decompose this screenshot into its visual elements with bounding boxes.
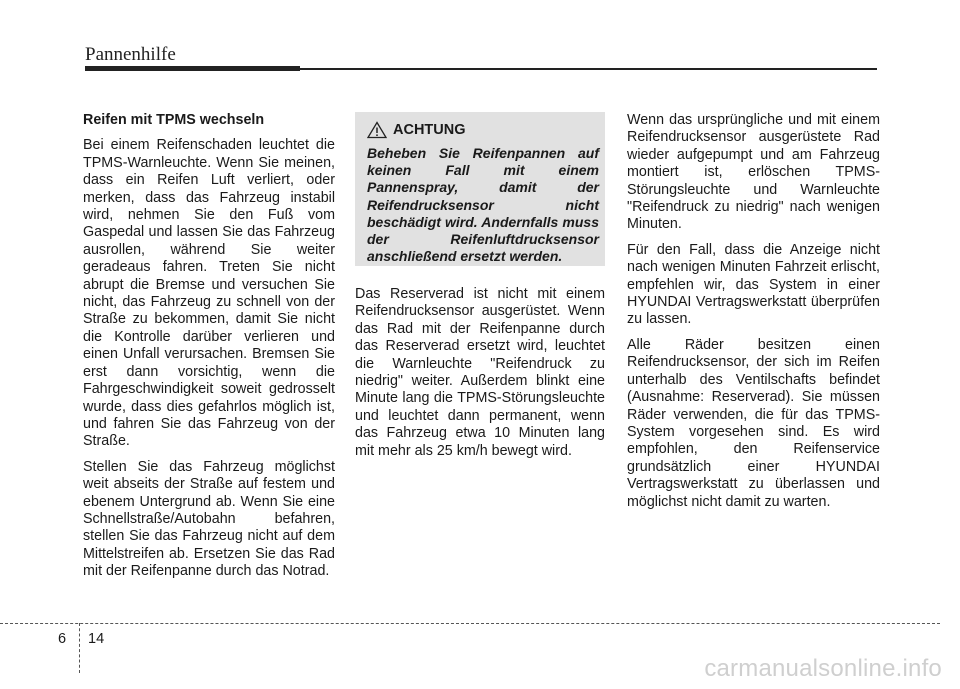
column-right <box>627 112 880 519</box>
page-number-divider <box>79 623 80 673</box>
paragraph: Für den Fall, dass die Anzeige nicht nach wenigen Minuten Fahrzeit erlischt, empfehlen wir, das System in einer HYUNDAI Vertragswerkstatt überprüfen zu lassen. <box>627 241 880 328</box>
section-heading: Reifen mit TPMS wechseln <box>83 112 265 128</box>
warning-triangle-icon <box>367 121 387 139</box>
chapter-number: 6 <box>58 631 67 647</box>
caution-header <box>367 121 599 139</box>
column-left <box>83 112 335 589</box>
paragraph: Stellen Sie das Fahrzeug möglichst weit abseits der Straße auf festem und ebenem Untergrund ab. Wenn Sie eine Schnellstraße/Autobahn befahren, stellen Sie das Fahrzeug nicht auf dem Mittelstreifen ab. Ersetzen Sie das Rad mit der Reifenpanne durch das Notrad. <box>83 458 335 580</box>
page-number: 14 <box>88 631 105 647</box>
paragraph: Alle Räder besitzen einen Reifendrucksensor, der sich im Reifen unterhalb des Ventilschafts befindet (Ausnahme: Reserverad). Sie müssen Räder verwenden, die für das TPMS-System vorgesehen sind. Es wird empfohlen, den Reifenservice grundsätzlich einer HYUNDAI Vertragswerkstatt zu überlassen und möglichst nicht damit zu warten. <box>627 336 880 510</box>
column-middle <box>355 286 605 468</box>
header-rule-thin <box>300 68 877 70</box>
caution-title: ACHTUNG <box>393 122 466 138</box>
paragraph: Bei einem Reifenschaden leuchtet die TPMS-Warnleuchte. Wenn Sie meinen, dass ein Reifen Luft verliert, oder merken, dass das Fahrzeug instabil wird, nehmen Sie den Fuß vom Gaspedal und lassen Sie das Fahrzeug ausrollen, während Sie weiter geradeaus fahren. Treten Sie nicht abrupt die Bremse und versuchen Sie nicht, das Fahrzeug zu schnell von der Straße zu bekommen, damit Sie nicht die Kontrolle darüber verlieren und einen Unfall verursachen. Bremsen Sie erst dann vorsichtig, wenn die Fahrgeschwindigkeit soweit gedrosselt wurde, dass dies gefahrlos möglich ist, und fahren Sie das Fahrzeug von der Straße. <box>83 137 335 450</box>
watermark: carmanualsonline.info <box>704 655 942 682</box>
paragraph: Wenn das ursprüngliche und mit einem Reifendrucksensor ausgerüstete Rad wieder aufgepumpt und am Fahrzeug montiert ist, erlöschen TPMS-Störungsleuchte und Warnleuchte "Reifendruck zu niedrig" nach wenigen Minuten. <box>627 112 880 233</box>
header-rule-thick <box>85 66 300 71</box>
caution-text: Beheben Sie Reifenpannen auf keinen Fall mit einem Pannenspray, damit der Reifendrucksensor nicht beschädigt wird. Andernfalls muss der Reifenluftdrucksensor anschließend ersetzt werden. <box>367 145 599 265</box>
page-header-title: Pannenhilfe <box>85 44 176 65</box>
footer-divider <box>0 623 940 624</box>
caution-box <box>355 112 605 266</box>
paragraph: Das Reserverad ist nicht mit einem Reifendrucksensor ausgerüstet. Wenn das Rad mit der Reifenpanne durch das Reserverad ersetzt wird, leuchtet die Warnleuchte "Reifendruck zu niedrig" weiter. Außerdem blinkt eine Minute lang die TPMS-Störungsleuchte und leuchtet dann permanent, wenn das Fahrzeug etwa 10 Minuten lang mit mehr als 25 km/h bewegt wird. <box>355 286 605 459</box>
